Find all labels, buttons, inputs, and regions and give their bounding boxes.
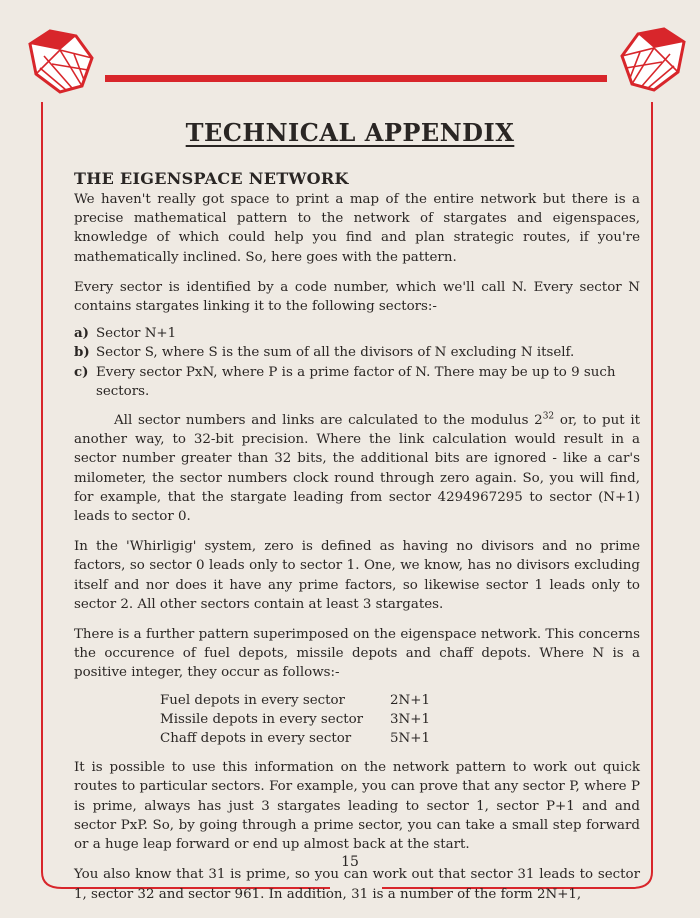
list-item: [74, 324, 640, 343]
depots-table: [160, 691, 430, 749]
depot-formula: 5N+1: [390, 731, 430, 747]
paragraph-quick-routes: It is possible to use this information on the network pattern to work out quick routes to particular sectors. For example, you can prove that any sector P, where P is prime, always has just 3 stargates leading to sector 1, sector P+1 and and sector PxP. So, by going through a prime sector, you can take a small step forward or a huge leap forward or end up almost back at the start.: [74, 760, 640, 853]
depot-formula: 2N+1: [390, 692, 430, 708]
modulus-text-start: All sector numbers and links are calculated to the modulus 2: [114, 413, 543, 429]
paragraph-pattern: There is a further pattern superimposed on the eigenspace network. This concerns the occurence of fuel depots, missile depots and chaff depots. Where N is a positive integer, they occur as follows:-: [74, 627, 640, 681]
depot-formula: 3N+1: [390, 711, 430, 727]
modulus-text-end: or, to put it another way, to 32-bit precision. Where the link calculation would result in a sector number greater than 32 bits, the additional bits are ignored - like a car's milometer, the sector numbers clock round through zero again. So, you will find, for example, that the stargate leading from sector 4294967295 to sector (N+1) leads to sector 0.: [74, 413, 640, 525]
depot-label: Missile depots in every sector: [160, 711, 364, 727]
paragraph-whirligig: In the 'Whirligig' system, zero is defined as having no divisors and no prime factors, so sector 0 leads only to sector 1. One, we know, has no divisors excluding itself and nor does it have any prime factors, so likewise sector 1 leads only to sector 2. All other sectors contain at least 3 stargates.: [74, 539, 640, 612]
table-row: [160, 710, 430, 729]
paragraph-prime-31: You also know that 31 is prime, so you can work out that sector 31 leads to sector 1, sector 32 and sector 961. In addition, 31 is a number of the form 2N+1,: [74, 867, 640, 902]
list-marker: b): [74, 344, 90, 361]
list-marker: a): [74, 325, 90, 342]
list-item: [74, 363, 640, 401]
list-marker: c): [74, 363, 89, 380]
gem-left-icon: [26, 28, 94, 94]
section-heading: THE EIGENSPACE NETWORK: [74, 169, 349, 188]
list-item-text: Sector N+1: [96, 326, 177, 342]
depot-label: Chaff depots in every sector: [160, 731, 352, 747]
list-item: [74, 343, 640, 362]
page-number: 15: [341, 854, 359, 870]
body-text: [74, 190, 640, 915]
table-row: [160, 691, 430, 710]
paragraph-sector-code: Every sector is identified by a code number, which we'll call N. Every sector N contains stargates linking it to the following sectors:-: [74, 279, 640, 315]
depot-label: Fuel depots in every sector: [160, 692, 345, 708]
list-item-text: Sector S, where S is the sum of all the divisors of N excluding N itself.: [96, 345, 575, 361]
table-row: [160, 729, 430, 748]
page-title: TECHNICAL APPENDIX: [185, 118, 515, 147]
modulus-exponent: 32: [542, 411, 555, 422]
list-item-text: Every sector PxN, where P is a prime factor of N. There may be up to 9 such sectors.: [96, 364, 616, 399]
gem-right-icon: [620, 26, 688, 92]
link-rules-list: [74, 324, 640, 401]
paragraph-intro: We haven't really got space to print a map of the entire network but there is a precise mathematical pattern to the network of stargates and eigenspaces, knowledge of which could help you find and plan strategic routes, if you're mathematically inclined. So, here goes with the pattern.: [74, 192, 640, 265]
paragraph-modulus: [74, 411, 640, 526]
